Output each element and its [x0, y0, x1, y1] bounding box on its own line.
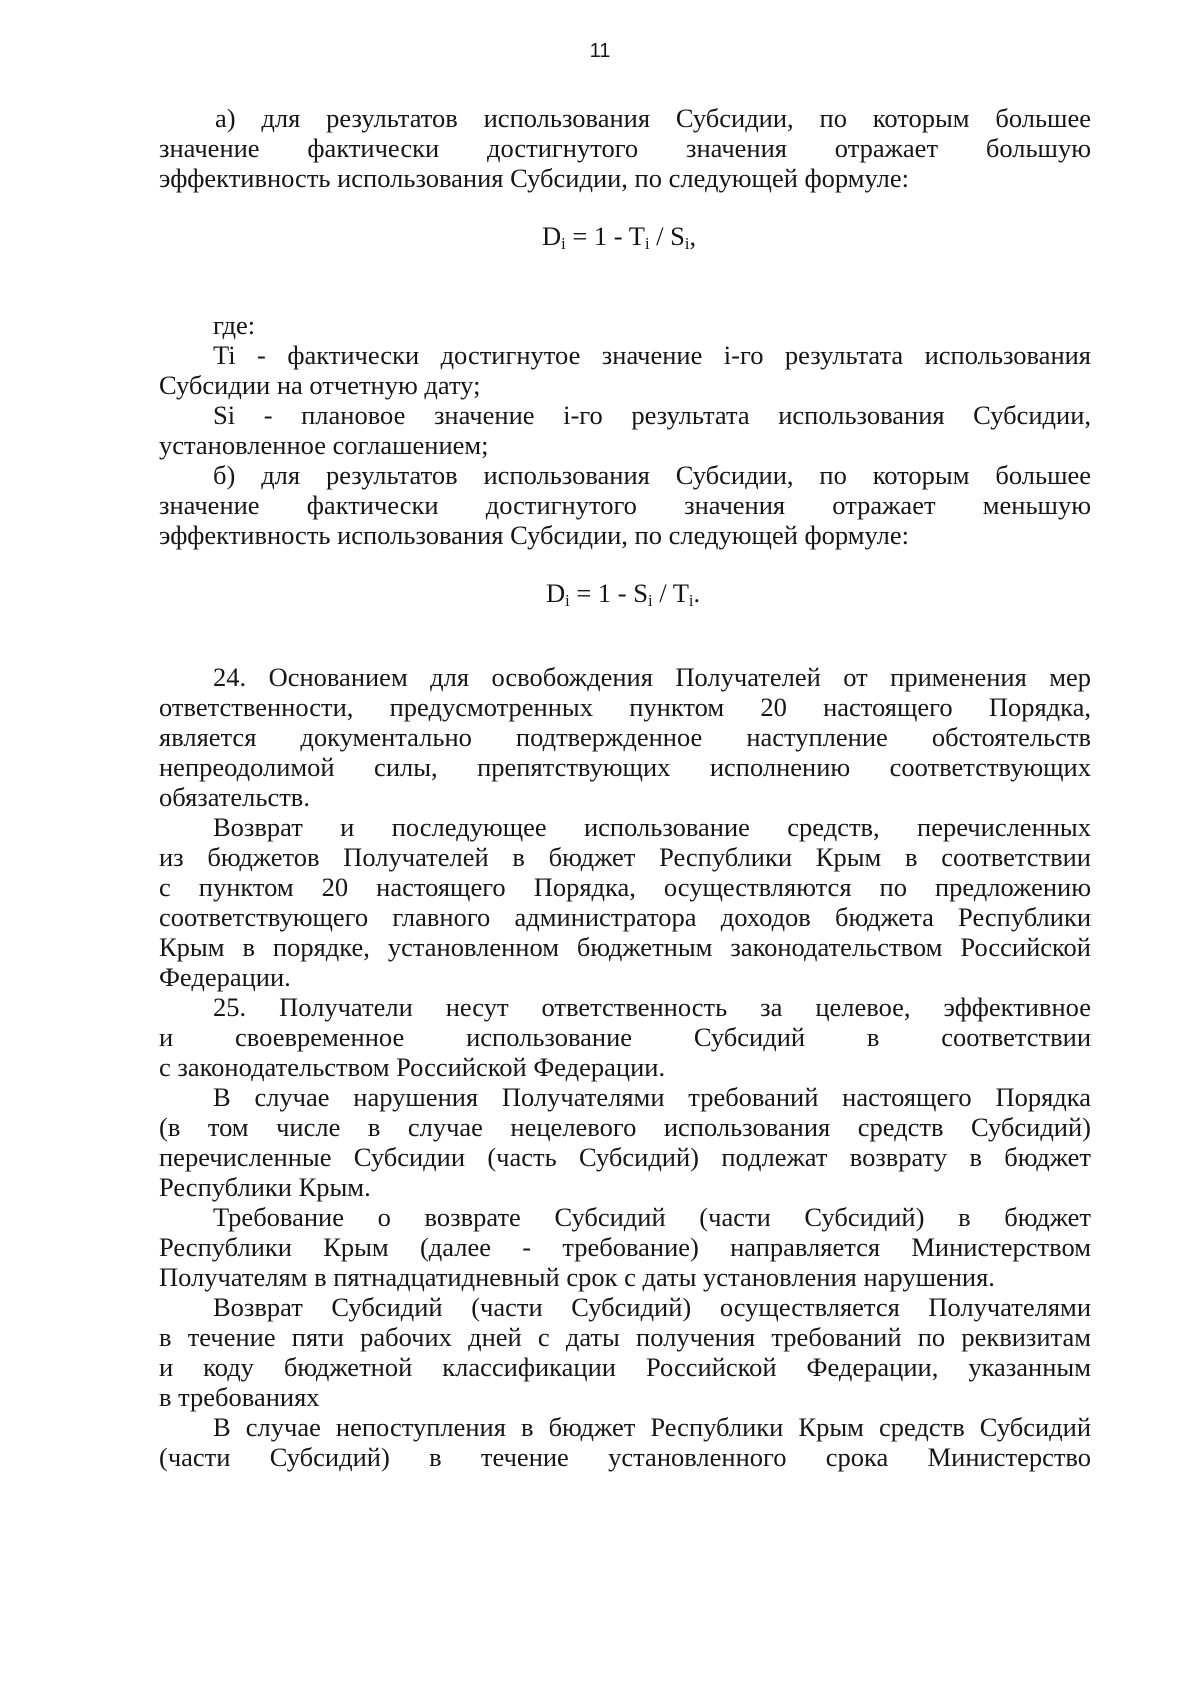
formula: $D_i = 1 - T_i / S_i$, [542, 221, 697, 254]
paragraph-line: эффективность использования Субсидии, по следующей формуле: [159, 520, 909, 550]
paragraph-line: б) для результатов использования Субсидии, по которым большее [213, 460, 1091, 490]
paragraph-line: с пунктом 20 настоящего Порядка, осуществляются по предложению [159, 872, 1091, 902]
paragraph-line: Республики Крым (далее - требование) направляется Министерством [159, 1232, 1091, 1262]
definition-line: Ti - фактически достигнутое значение i-го результата использования [213, 340, 1091, 370]
paragraph-line: 25. Получатели несут ответственность за целевое, эффективное [213, 992, 1091, 1022]
paragraph-line: Крым в порядке, установленном бюджетным законодательством Российской [159, 932, 1091, 962]
paragraph-line: ответственности, предусмотренных пунктом 20 настоящего Порядка, [159, 692, 1091, 722]
paragraph-line: Республики Крым. [159, 1172, 371, 1202]
definition-line: Si - плановое значение i-го результата использования Субсидии, [213, 400, 1091, 430]
paragraph-line: в требованиях [159, 1382, 320, 1412]
paragraph-line: непреодолимой силы, препятствующих исполнению соответствующих [159, 752, 1091, 782]
paragraph-line: с законодательством Российской Федерации. [159, 1052, 666, 1082]
paragraph-line: является документально подтвержденное наступление обстоятельств [159, 722, 1091, 752]
paragraph-line: перечисленные Субсидии (часть Субсидий) подлежат возврату в бюджет [159, 1142, 1091, 1172]
paragraph-line: Возврат Субсидий (части Субсидий) осуществляется Получателями [213, 1292, 1091, 1322]
paragraph-line: в течение пяти рабочих дней с даты получения требований по реквизитам [159, 1322, 1091, 1352]
formula: $D_i = 1 - S_i / T_i$. [546, 578, 701, 611]
paragraph-line: В случае нарушения Получателями требований настоящего Порядка [213, 1082, 1091, 1112]
paragraph-line: (в том числе в случае нецелевого использования средств Субсидий) [159, 1112, 1091, 1142]
paragraph-line: значение фактически достигнутого значения отражает меньшую [159, 490, 1091, 520]
paragraph-line: и коду бюджетной классификации Российской Федерации, указанным [159, 1352, 1091, 1382]
paragraph-line: (части Субсидий) в течение установленного срока Министерство [159, 1442, 1091, 1472]
paragraph-line: Получателям в пятнадцатидневный срок с даты установления нарушения. [159, 1262, 995, 1292]
paragraph-line: эффективность использования Субсидии, по следующей формуле: [159, 163, 909, 193]
paragraph-line: значение фактически достигнутого значения отражает большую [159, 133, 1091, 163]
paragraph-line: обязательств. [159, 782, 310, 812]
definition-line: установленное соглашением; [159, 430, 489, 460]
where-label: где: [213, 310, 256, 340]
paragraph-line: 24. Основанием для освобождения Получателей от применения мер [213, 662, 1091, 692]
paragraph-line: В случае непоступления в бюджет Республики Крым средств Субсидий [213, 1412, 1091, 1442]
paragraph-line: из бюджетов Получателей в бюджет Республики Крым в соответствии [159, 842, 1091, 872]
paragraph-line: а) для результатов использования Субсидии, по которым большее [215, 103, 1091, 133]
page-number: 11 [589, 40, 611, 62]
paragraph-line: Требование о возврате Субсидий (части Субсидий) в бюджет [213, 1202, 1091, 1232]
definition-line: Субсидии на отчетную дату; [159, 370, 481, 400]
paragraph-line: соответствующего главного администратора доходов бюджета Республики [159, 902, 1091, 932]
paragraph-line: Федерации. [159, 962, 291, 992]
paragraph-line: и своевременное использование Субсидий в соответствии [159, 1022, 1091, 1052]
paragraph-line: Возврат и последующее использование средств, перечисленных [213, 812, 1091, 842]
